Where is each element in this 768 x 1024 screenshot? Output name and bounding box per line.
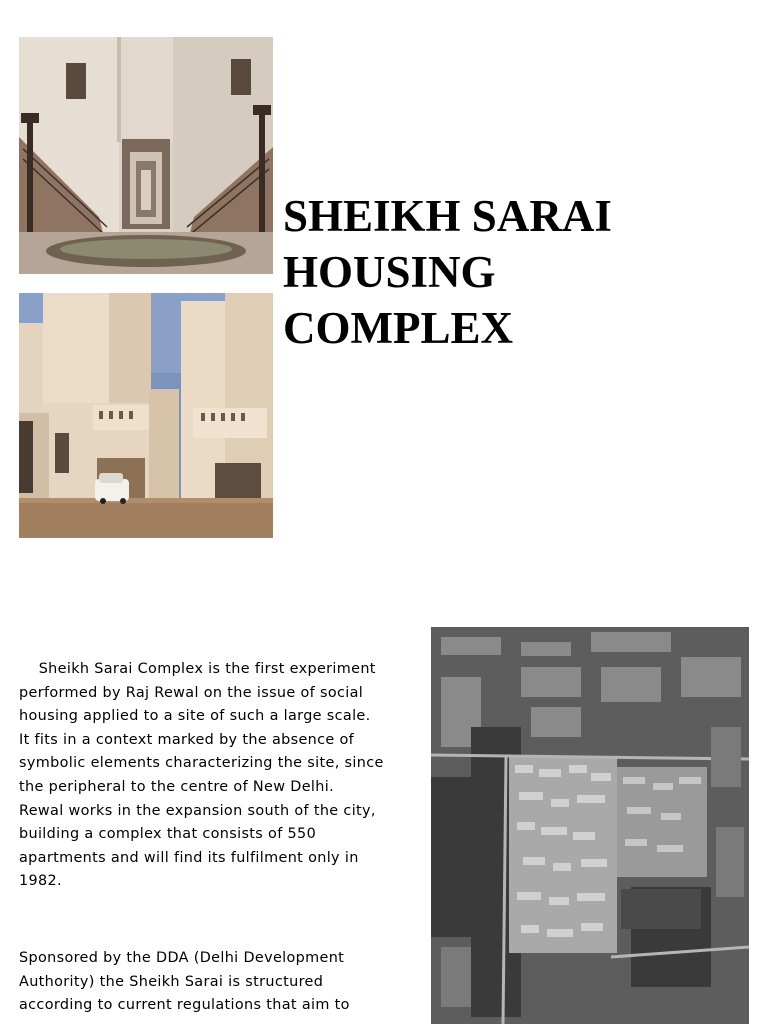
text-line: Rewal works in the expansion south of the city, (19, 802, 376, 819)
title-line: COMPLEX (283, 303, 513, 353)
text-line: according to current regulations that aim to (19, 997, 350, 1014)
text-line: 1982. (19, 873, 62, 890)
text-line: symbolic elements characterizing the site, since (19, 755, 384, 772)
text-line: It fits in a context marked by the absence of (19, 731, 355, 748)
text-line: the peripheral to the centre of New Delhi. (19, 778, 335, 795)
intro-paragraph (19, 658, 404, 894)
aerial-site-photo (431, 627, 749, 1024)
title-line: HOUSING (283, 247, 496, 297)
text-line: Sheikh Sarai Complex is the first experiment (19, 661, 376, 677)
text-line: building a complex that consists of 550 (19, 826, 317, 843)
page-title (283, 188, 753, 356)
title-line: SHEIKH SARAI (283, 191, 612, 241)
housing-blocks-street-photo (19, 293, 273, 538)
text-line: housing applied to a site of such a large scale. (19, 708, 371, 725)
text-line: performed by Raj Rewal on the issue of social (19, 684, 364, 701)
text-line: Authority) the Sheikh Sarai is structured (19, 973, 324, 990)
sponsor-paragraph (19, 947, 404, 1018)
courtyard-stairs-photo (19, 37, 273, 274)
text-line: Sponsored by the DDA (Delhi Development (19, 950, 345, 966)
text-line: apartments and will find its fulfilment only in (19, 849, 359, 866)
